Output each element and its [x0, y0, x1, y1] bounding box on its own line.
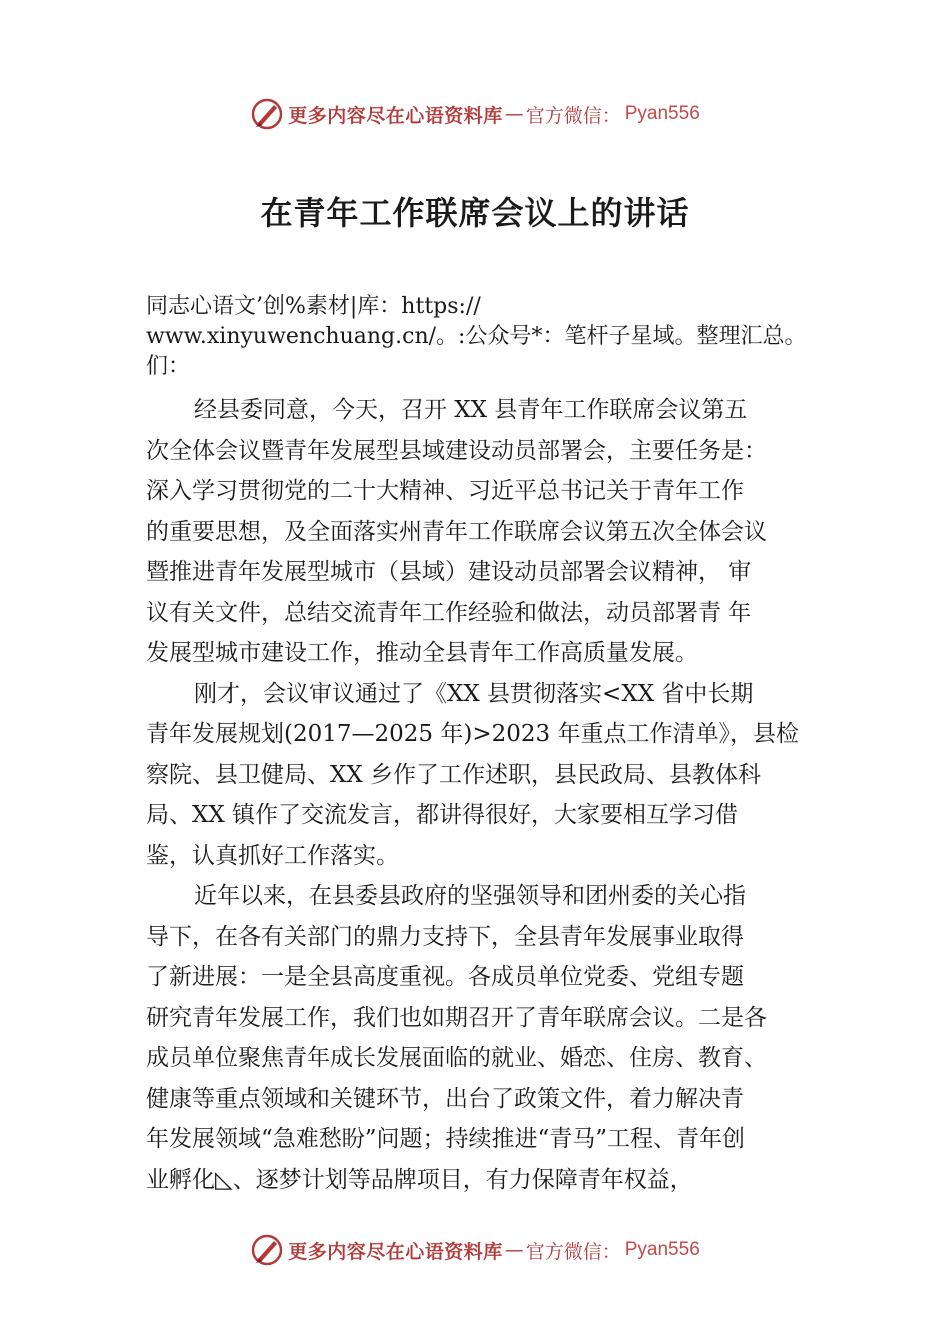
text-line: 青年发展规划(2017—2025 年)>2023 年重点工作清单》，县检	[146, 721, 799, 747]
banner-wechat-id: Pyan556	[624, 1239, 700, 1260]
text-line: 导下，在各有关部门的鼎力支持下，全县青年发展事业取得	[146, 923, 744, 950]
text-line: 深入学习贯彻党的二十大精神、习近平总书记关于青年工作	[146, 478, 744, 504]
paragraph-3	[146, 876, 836, 1200]
header-banner	[0, 92, 950, 136]
text-line: 年发展领域“急难愁盼”问题；持续推进“青马”工程、青年创	[146, 1126, 746, 1152]
paragraph-2	[146, 674, 836, 877]
banner-wechat-id: Pyan556	[624, 103, 700, 124]
pen-logo-icon	[250, 1233, 284, 1267]
text-line: 健康等重点领域和关键环节，出台了政策文件，着力解决青	[146, 1085, 744, 1112]
banner-text: 更多内容尽在心语资料库	[288, 104, 503, 127]
text-line: 刚才，会议审议通过了《XX 县贯彻落实<XX 省中长期	[194, 680, 754, 707]
banner-wechat-label: 官方微信：	[525, 104, 621, 127]
text-line: 议有关文件，总结交流青年工作经验和做法，动员部署青 年	[146, 599, 752, 626]
text-line: 鉴，认真抓好工作落实。	[146, 842, 399, 869]
source-line: 们：	[146, 354, 191, 379]
text-line: 研究青年发展工作，我们也如期召开了青年联席会议。二是各	[146, 1004, 767, 1031]
text-line: 次全体会议暨青年发展型县域建设动员部署会，主要任务是：	[146, 437, 767, 464]
text-line: 了新进展：一是全县高度重视。各成员单位党委、党组专题	[146, 964, 744, 990]
text-line: 察院、县卫健局、XX 乡作了工作述职，县民政局、县教体科	[146, 761, 762, 788]
source-note	[146, 292, 866, 382]
text-line: 经县委同意，今天，召开 XX 县青年工作联席会议第五	[194, 397, 748, 423]
document-body	[146, 390, 836, 1200]
text-line: 的重要思想，及全面落实州青年工作联席会议第五次全体会议	[146, 518, 767, 545]
banner-dash: —	[504, 103, 524, 125]
text-line: 成员单位聚焦青年成长发展面临的就业、婚恋、住房、教育、	[146, 1045, 767, 1071]
footer-banner	[0, 1228, 950, 1272]
text-line: 近年以来，在县委县政府的坚强领导和团州委的关心指	[194, 883, 746, 909]
source-line: www.xinyuwenchuang.cn/。:公众号*：笔杆子星域。整理汇总。	[146, 324, 807, 349]
pen-logo-icon	[250, 97, 284, 131]
banner-dash: —	[504, 1239, 524, 1261]
source-line: 同志心语文’创%素材|库：https://	[146, 294, 481, 319]
banner-wechat-label: 官方微信：	[525, 1240, 621, 1263]
text-line: 暨推进青年发展型城市（县域）建设动员部署会议精神， 审	[146, 559, 752, 585]
paragraph-1	[146, 390, 836, 674]
text-line: 局、XX 镇作了交流发言，都讲得很好，大家要相互学习借	[146, 802, 739, 828]
text-line: 发展型城市建设工作，推动全县青年工作高质量发展。	[146, 640, 698, 666]
banner-text: 更多内容尽在心语资料库	[288, 1240, 503, 1263]
text-line: 业孵化◺、逐梦计划等品牌项目，有力保障青年权益，	[146, 1166, 693, 1193]
document-title: 在青年工作联席会议上的讲话	[260, 194, 690, 232]
